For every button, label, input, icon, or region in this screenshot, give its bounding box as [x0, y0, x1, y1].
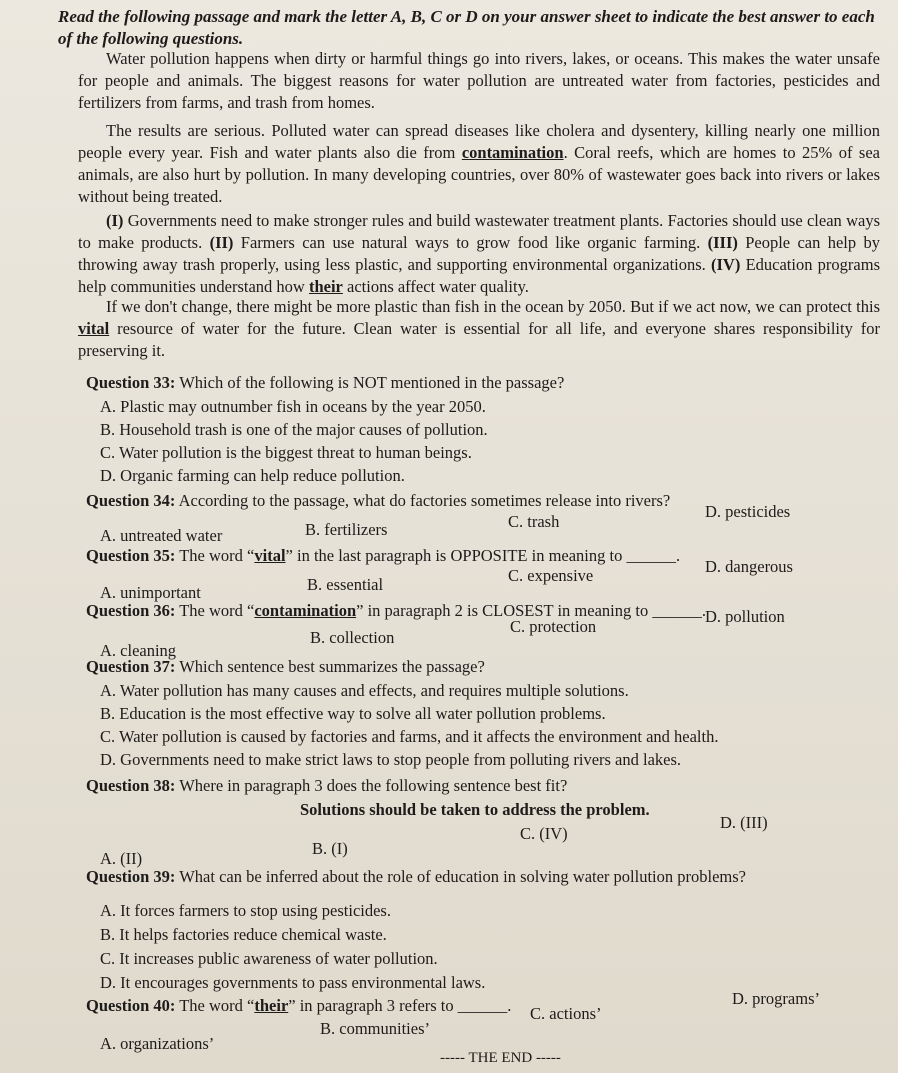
q37-option-d[interactable]: D. Governments need to make strict laws to stop people from polluting rivers and lakes. [100, 750, 682, 769]
p4-text-after: resource of water for the future. Clean water is essential for all life, and everyone shares responsibility for preserving it. [78, 319, 880, 360]
q34-text: According to the passage, what do factories sometimes release into rivers? [175, 491, 671, 510]
p2-text-after: . Coral reefs, which are homes to 25% of sea animals, are also hurt by pollution. In many developing countries, over 80% of wastewater goes back into rivers or lakes without being treated. [78, 143, 880, 206]
q40-text-post: ” in paragraph 3 refers to ______. [288, 996, 512, 1015]
q39-option-a[interactable]: A. It forces farmers to stop using pesticides. [100, 901, 391, 920]
p3-sentence-4b: actions affect water quality. [342, 277, 529, 296]
marker-IV: (IV) [711, 255, 741, 274]
word-their: their [308, 277, 343, 296]
q36-option-a[interactable]: A. cleaning [100, 641, 177, 660]
the-end-footer: ----- THE END ----- [440, 1050, 561, 1066]
q37-option-b[interactable]: B. Education is the most effective way to solve all water pollution problems. [100, 704, 606, 723]
q38-sentence: Solutions should be taken to address the problem. [300, 800, 650, 819]
q33-option-c[interactable]: C. Water pollution is the biggest threat to human beings. [100, 443, 472, 462]
q39-option-c[interactable]: C. It increases public awareness of water pollution. [100, 949, 438, 968]
q34-option-a[interactable]: A. untreated water [100, 526, 223, 545]
q39-option-d[interactable]: D. It encourages governments to pass environmental laws. [100, 973, 486, 992]
p3-sentence-2: Farmers can use natural ways to grow food like organic farming. [233, 233, 708, 252]
p3-sentence-3: People can help by throwing away trash properly, using less plastic, and supporting environmental organizations. [78, 233, 880, 274]
q39-text: What can be inferred about the role of education in solving water pollution problems? [175, 867, 746, 886]
q40-option-a[interactable]: A. organizations’ [100, 1034, 215, 1053]
q37-option-a[interactable]: A. Water pollution has many causes and effects, and requires multiple solutions. [100, 681, 629, 700]
q39-option-b[interactable]: B. It helps factories reduce chemical waste. [100, 925, 387, 944]
q38-label: Question 38: [86, 776, 176, 795]
q36-option-c[interactable]: C. protection [510, 617, 597, 636]
q40-keyword: their [254, 996, 289, 1015]
q35-text-pre: The word “ [175, 546, 255, 565]
q35-text-post: ” in the last paragraph is OPPOSITE in meaning to ______. [285, 546, 681, 565]
marker-II: (II) [209, 233, 234, 252]
paragraph-1: Water pollution happens when dirty or harmful things go into rivers, lakes, or oceans. This makes the water unsafe for people and animals. The biggest reasons for water pollution are untreated water from factories, pesticides and fertilizers from farms, and trash from homes. [78, 49, 880, 112]
instruction: Read the following passage and mark the letter A, B, C or D on your answer sheet to indicate the best answer to each of the following questions. [58, 7, 875, 48]
p3-sentence-4a: Education programs help communities understand how [78, 255, 881, 296]
q40-option-d[interactable]: D. programs’ [732, 989, 820, 1008]
q36-keyword: contamination [254, 601, 357, 620]
q36-option-b[interactable]: B. collection [310, 628, 395, 647]
q35-option-b[interactable]: B. essential [307, 575, 384, 594]
paragraph-4 [78, 296, 880, 362]
q40-option-b[interactable]: B. communities’ [320, 1019, 430, 1038]
q38-text: Where in paragraph 3 does the following sentence best fit? [175, 776, 568, 795]
q33-text: Which of the following is NOT mentioned in the passage? [175, 373, 565, 392]
q35-option-d[interactable]: D. dangerous [705, 557, 793, 576]
q34-option-c[interactable]: C. trash [508, 512, 560, 531]
q36-option-d[interactable]: D. pollution [705, 607, 785, 626]
q37-label: Question 37: [86, 657, 176, 676]
question-37 [86, 656, 876, 677]
q34-label: Question 34: [86, 491, 176, 510]
q40-option-c[interactable]: C. actions’ [530, 1004, 602, 1023]
q40-label: Question 40: [86, 996, 176, 1015]
q35-keyword: vital [254, 546, 286, 565]
q33-option-a[interactable]: A. Plastic may outnumber fish in oceans by the year 2050. [100, 397, 486, 416]
q35-option-c[interactable]: C. expensive [508, 566, 594, 585]
q40-text-pre: The word “ [175, 996, 255, 1015]
p3-sentence-1: Governments need to make stronger rules and build wastewater treatment plants. Factories should use clean ways to make products. [78, 211, 880, 252]
q36-label: Question 36: [86, 601, 176, 620]
q35-option-a[interactable]: A. unimportant [100, 583, 201, 602]
question-39 [86, 866, 876, 887]
marker-III: (III) [707, 233, 738, 252]
q34-option-d[interactable]: D. pesticides [705, 502, 791, 521]
q33-option-d[interactable]: D. Organic farming can help reduce pollution. [100, 466, 405, 485]
q37-text: Which sentence best summarizes the passage? [175, 657, 485, 676]
q37-option-c[interactable]: C. Water pollution is caused by factories and farms, and it affects the environment and health. [100, 727, 719, 746]
q38-option-d[interactable]: D. (III) [720, 813, 768, 832]
q36-text-pre: The word “ [175, 601, 255, 620]
p2-text-before: The results are serious. Polluted water can spread diseases like cholera and dysentery, killing nearly one million people every year. Fish and water plants also die from [78, 121, 880, 162]
q34-option-b[interactable]: B. fertilizers [305, 520, 388, 539]
paragraph-2 [78, 120, 880, 208]
q33-label: Question 33: [86, 373, 176, 392]
question-33 [86, 372, 876, 393]
q38-option-a[interactable]: A. (II) [100, 849, 143, 868]
word-vital: vital [78, 319, 110, 338]
marker-I: (I) [106, 211, 124, 230]
q38-option-c[interactable]: C. (IV) [520, 824, 568, 843]
q38-option-b[interactable]: B. (I) [312, 839, 348, 858]
question-38 [86, 775, 876, 796]
q33-option-b[interactable]: B. Household trash is one of the major causes of pollution. [100, 420, 488, 439]
word-contamination: contamination [461, 143, 564, 162]
q35-label: Question 35: [86, 546, 176, 565]
q36-text-post: ” in paragraph 2 is CLOSEST in meaning to ______. [356, 601, 706, 620]
paragraph-3 [78, 210, 880, 298]
p4-text-before: If we don't change, there might be more plastic than fish in the ocean by 2050. But if we act now, we can protect this [106, 297, 880, 316]
q39-label: Question 39: [86, 867, 176, 886]
